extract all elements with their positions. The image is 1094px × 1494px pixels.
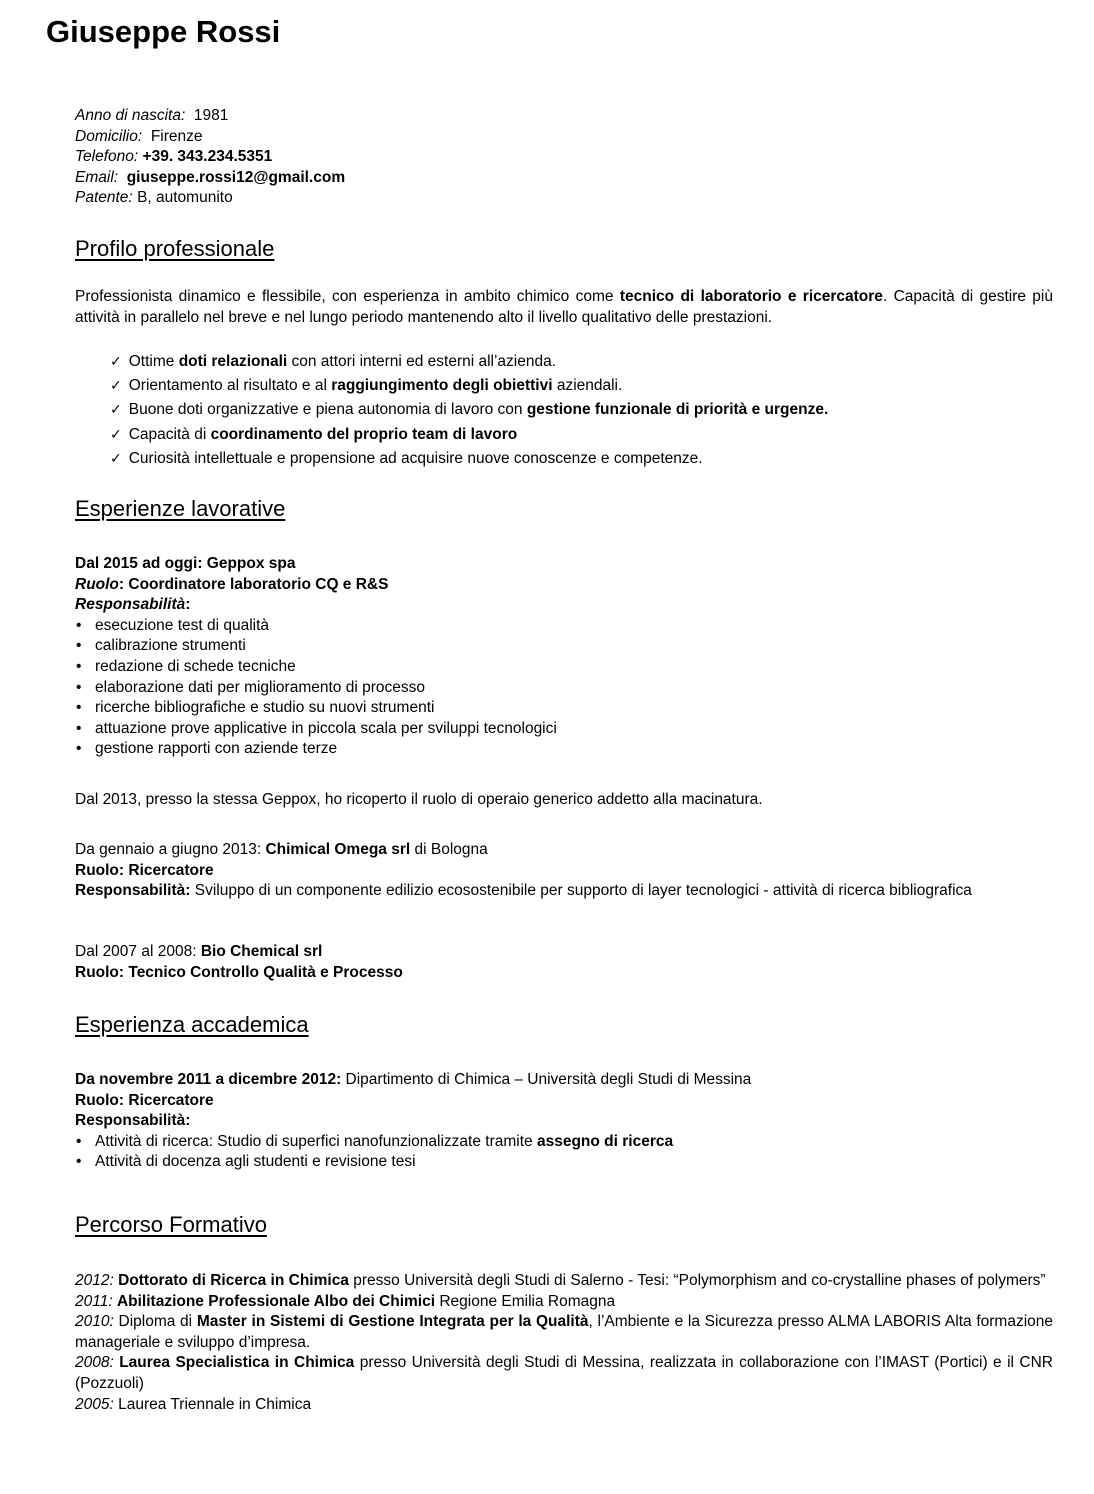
personal-info bbox=[75, 106, 345, 209]
list-item: • attuazione prove applicative in piccola scala per sviluppi tecnologici bbox=[75, 719, 1053, 740]
education-entry: 2008: Laurea Specialistica in Chimica presso Università degli Studi di Messina, realizzata in collaborazione con l’IMAST (Portici) e il CNR (Pozzuoli) bbox=[75, 1354, 1053, 1392]
license-row: Patente: B, automunito bbox=[75, 189, 233, 207]
academic-heading: Esperienza accademica bbox=[75, 1012, 309, 1037]
list-item: • redazione di schede tecniche bbox=[75, 657, 1053, 678]
profile-heading: Profilo professionale bbox=[75, 236, 275, 261]
check-item: ✓ Capacità di coordinamento del proprio team di lavoro bbox=[110, 423, 828, 447]
candidate-name: Giuseppe Rossi bbox=[46, 14, 281, 49]
phone-row: Telefono: +39. 343.234.5351 bbox=[75, 148, 273, 166]
responsibility-list bbox=[75, 616, 1053, 760]
home-row: Domicilio: Firenze bbox=[75, 127, 203, 145]
profile-summary: Professionista dinamico e flessibile, con esperienza in ambito chimico come tecnico di laboratorio e ricercatore. Capacità di gestire più attività in parallelo nel breve e nel lungo periodo mantenendo alto il livello qualitativo delle prestazioni. bbox=[75, 288, 1053, 326]
education-entry: 2005: Laurea Triennale in Chimica bbox=[75, 1395, 312, 1413]
job-bio-chemical: Dal 2007 al 2008: Bio Chemical srl Ruolo: Tecnico Controllo Qualità e Processo bbox=[75, 943, 403, 981]
academic-list bbox=[75, 1132, 1053, 1173]
list-item: • Attività di ricerca: Studio di superfici nanofunzionalizzate tramite assegno di ricerca bbox=[75, 1132, 1053, 1153]
list-item: • Attività di docenza agli studenti e revisione tesi bbox=[75, 1152, 1053, 1173]
academic-block: Da novembre 2011 a dicembre 2012: Dipartimento di Chimica – Università degli Studi di Messina Ruolo: Ricercatore Responsabilità: • Attività di ricerca: Studio di superfici nanofunzionalizzate tramite assegno di ricerca • Attività di docenza agli studenti e revisione tesi bbox=[75, 1070, 1053, 1173]
list-item: • elaborazione dati per miglioramento di processo bbox=[75, 678, 1053, 699]
birth-row: Anno di nascita: 1981 bbox=[75, 107, 229, 124]
check-item: ✓ Curiosità intellettuale e propensione ad acquisire nuove conoscenze e competenze. bbox=[110, 447, 828, 471]
education-entry: 2011: Abilitazione Professionale Albo dei Chimici Regione Emilia Romagna bbox=[75, 1292, 616, 1310]
list-item: • calibrazione strumenti bbox=[75, 636, 1053, 657]
email-link[interactable]: giuseppe.rossi12@gmail.com bbox=[126, 168, 346, 186]
list-item: • gestione rapporti con aziende terze bbox=[75, 739, 1053, 760]
list-item: • esecuzione test di qualità bbox=[75, 616, 1053, 637]
work-heading: Esperienze lavorative bbox=[75, 496, 286, 521]
list-item: • ricerche bibliografiche e studio su nuovi strumenti bbox=[75, 698, 1053, 719]
email-row: Email: giuseppe.rossi12@gmail.com bbox=[75, 168, 346, 186]
job-period: Dal 2015 ad oggi: Geppox spa bbox=[75, 555, 296, 572]
profile-checklist bbox=[110, 350, 828, 471]
education-entry: 2010: Diploma di Master in Sistemi di Gestione Integrata per la Qualità, l’Ambiente e la Sicurezza presso ALMA LABORIS Alta formazione manageriale e sviluppo d’impresa. bbox=[75, 1313, 1053, 1351]
education-entry: 2012: Dottorato di Ricerca in Chimica presso Università degli Studi di Salerno - Tesi: “Polymorphism and co-crystalline phases of polymers” bbox=[75, 1272, 1046, 1289]
education-list bbox=[75, 1271, 1053, 1415]
job-chimical-omega: Da gennaio a giugno 2013: Chimical Omega srl di Bologna Ruolo: Ricercatore Responsabilità: Sviluppo di un componente edilizio ecosostenibile per supporto di layer tecnologici - attività di ricerca bibliografica bbox=[75, 841, 972, 900]
job-geppox: Dal 2015 ad oggi: Geppox spa Ruolo: Coordinatore laboratorio CQ e R&S Responsabilità: • esecuzione test di qualità • calibrazione strumenti • redazione di schede tecniche • elaborazione dati per miglioramento di processo • ricerche bibliografiche e studio su nuovi strumenti • attuazione prove applicative in piccola scala per sviluppi tecnologici • gestione rapporti con aziende terze bbox=[75, 554, 1053, 760]
check-item: ✓ Buone doti organizzative e piena autonomia di lavoro con gestione funzionale di priorità e urgenze. bbox=[110, 398, 828, 422]
education-heading: Percorso Formativo bbox=[75, 1212, 267, 1237]
check-item: ✓ Ottime doti relazionali con attori interni ed esterni all’azienda. bbox=[110, 350, 828, 374]
check-item: ✓ Orientamento al risultato e al raggiungimento degli obiettivi aziendali. bbox=[110, 374, 828, 398]
job-note: Dal 2013, presso la stessa Geppox, ho ricoperto il ruolo di operaio generico addetto alla macinatura. bbox=[75, 791, 763, 808]
